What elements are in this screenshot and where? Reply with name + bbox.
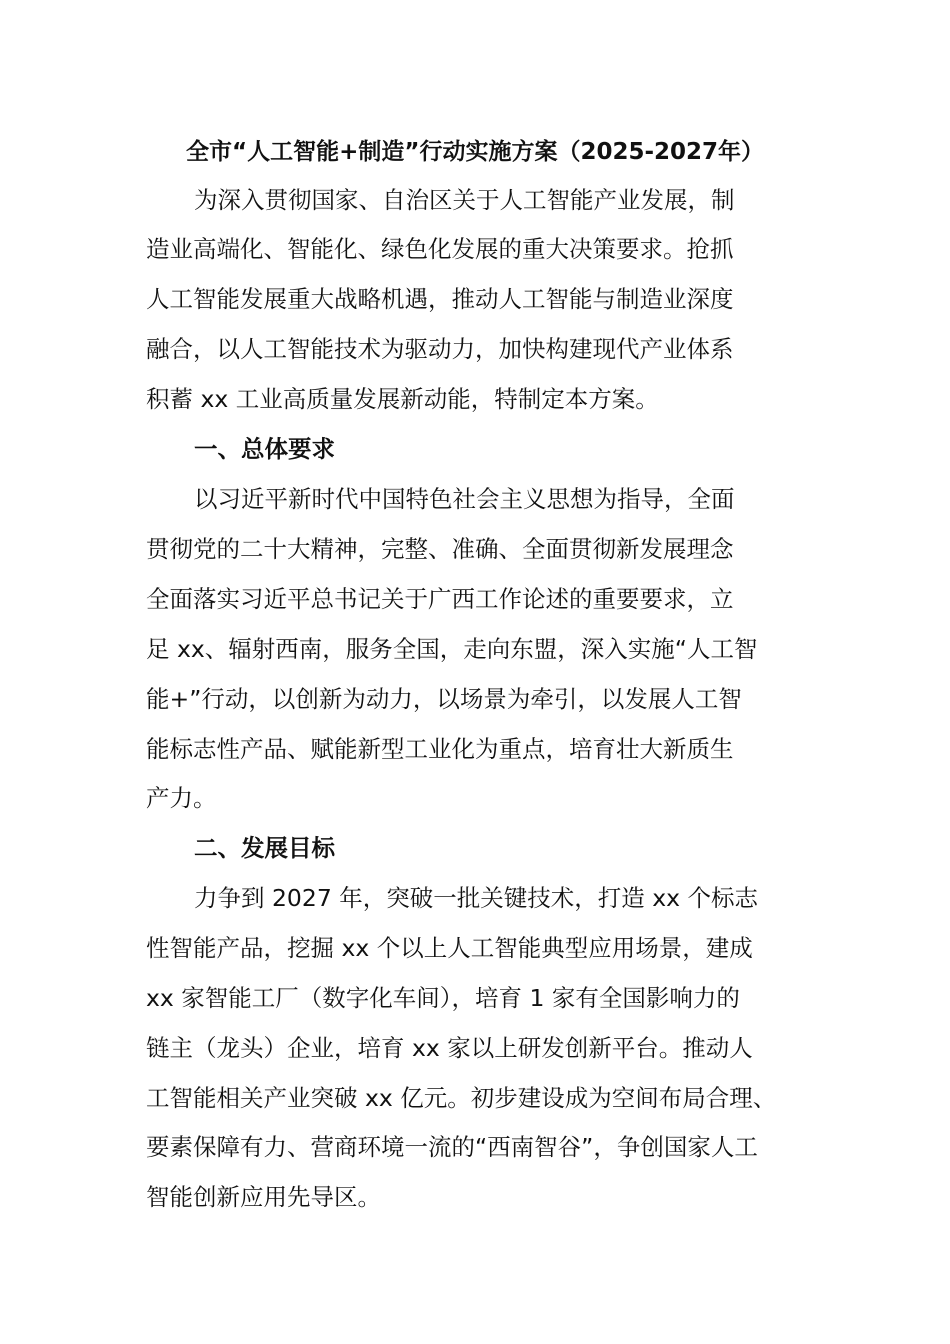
section1-line-1: 以习近平新时代中国特色社会主义思想为指导，全面 (194, 485, 735, 513)
intro-line-3: 人工智能发展重大战略机遇，推动人工智能与制造业深度 (146, 285, 734, 313)
section2-line-2: 性智能产品，挖掘 xx 个以上人工智能典型应用场景，建成 (146, 934, 753, 962)
section1-line-7: 产力。 (146, 784, 217, 812)
section2-line-7: 智能创新应用先导区。 (146, 1183, 381, 1211)
section2-line-3: xx 家智能工厂（数字化车间），培育 1 家有全国影响力的 (146, 984, 740, 1012)
section-heading-development-goals: 二、发展目标 (194, 834, 335, 862)
section1-line-2: 贯彻党的二十大精神，完整、准确、全面贯彻新发展理念 (146, 535, 734, 563)
section2-line-1: 力争到 2027 年，突破一批关键技术，打造 xx 个标志 (194, 884, 758, 912)
intro-line-5: 积蓄 xx 工业高质量发展新动能，特制定本方案。 (146, 385, 659, 413)
section1-line-5: 能+”行动，以创新为动力，以场景为牵引，以发展人工智 (146, 685, 742, 713)
section-heading-overall-requirements: 一、总体要求 (194, 435, 335, 463)
section1-line-4: 足 xx、辐射西南，服务全国，走向东盟，深入实施“人工智 (146, 635, 758, 663)
section1-line-6: 能标志性产品、赋能新型工业化为重点，培育壮大新质生 (146, 735, 734, 763)
intro-line-1: 为深入贯彻国家、自治区关于人工智能产业发展，制 (194, 186, 735, 214)
section2-line-6: 要素保障有力、营商环境一流的“西南智谷”，争创国家人工 (146, 1133, 758, 1161)
intro-line-2: 造业高端化、智能化、绿色化发展的重大决策要求。抢抓 (146, 235, 734, 263)
section2-line-5: 工智能相关产业突破 xx 亿元。初步建设成为空间布局合理、 (146, 1084, 777, 1112)
section1-line-3: 全面落实习近平总书记关于广西工作论述的重要要求，立 (146, 585, 734, 613)
document-title: 全市“人工智能+制造”行动实施方案（2025-2027年） (185, 139, 765, 165)
section2-line-4: 链主（龙头）企业，培育 xx 家以上研发创新平台。推动人 (146, 1034, 753, 1062)
intro-line-4: 融合，以人工智能技术为驱动力，加快构建现代产业体系 (146, 335, 734, 363)
